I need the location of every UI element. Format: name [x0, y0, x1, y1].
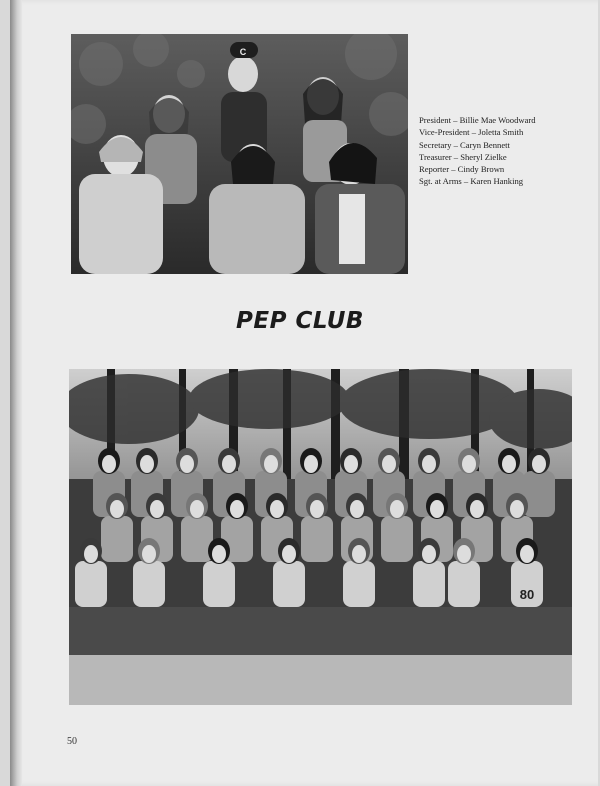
page-spine-shadow	[10, 0, 22, 786]
officer-treasurer: Treasurer – Sheryl Zielke	[419, 151, 507, 162]
officers-photo	[71, 34, 408, 274]
jersey-number: 80	[519, 587, 535, 602]
officer-reporter: Reporter – Cindy Brown	[419, 164, 505, 175]
officer-vice-president: Vice-President – Joletta Smith	[419, 127, 524, 138]
page-number: 50	[67, 736, 77, 747]
officer-secretary: Secretary – Caryn Bennett	[419, 139, 510, 150]
officer-sweater-letter: C	[239, 47, 247, 57]
officer-list	[419, 114, 536, 188]
group-photo	[69, 369, 572, 705]
officer-president: President – Billie Mae Woodward	[419, 115, 536, 125]
officer-sgt-at-arms: Sgt. at Arms – Karen Hanking	[419, 176, 524, 187]
page-title: PEP CLUB	[236, 308, 364, 334]
